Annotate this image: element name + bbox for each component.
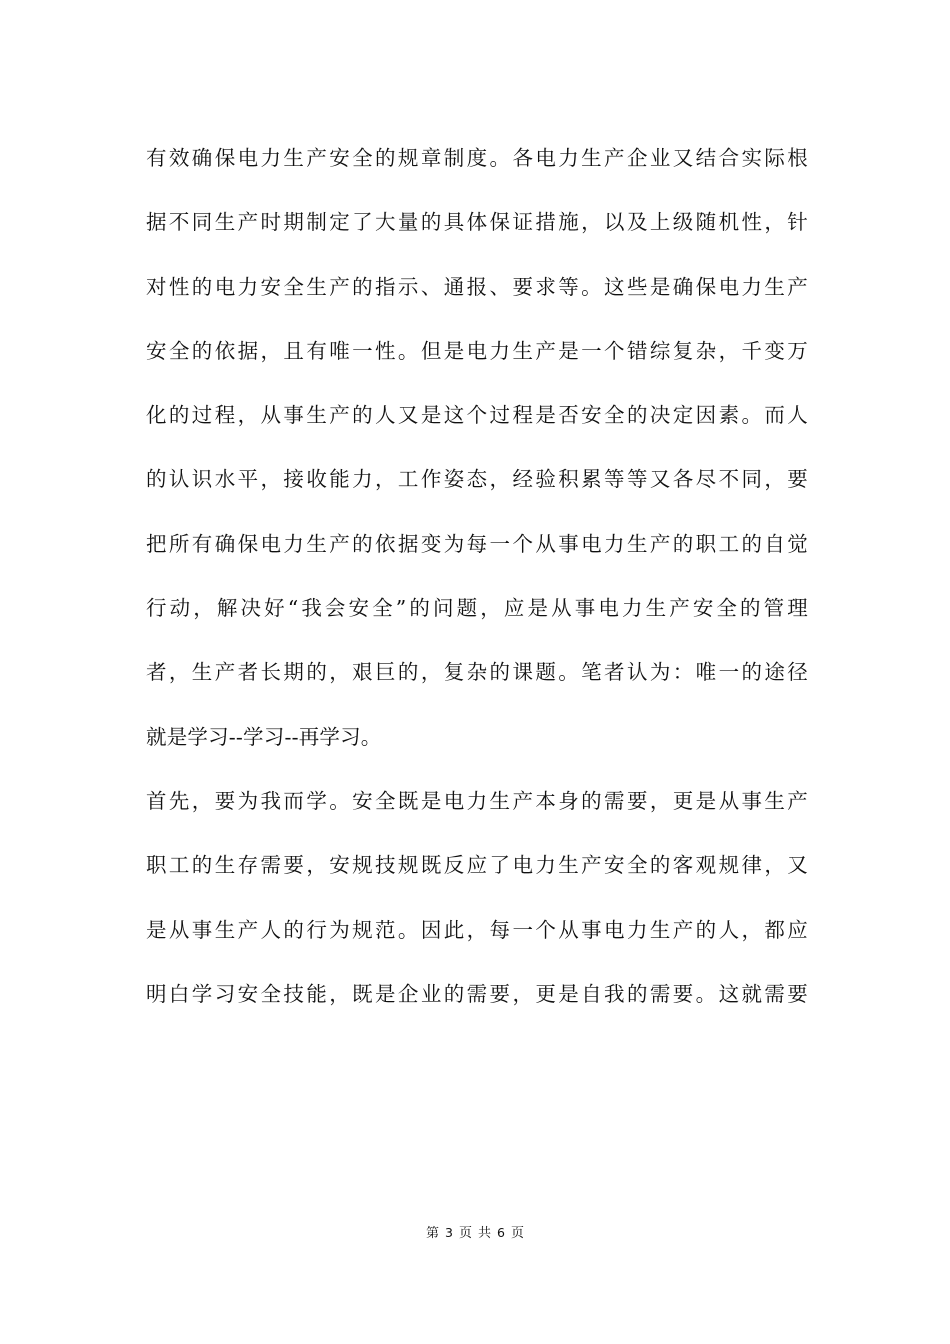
text-line: 职工的生存需要，安规技规既反应了电力生产安全的客观规律，又	[146, 853, 808, 878]
text-line: 就是学习--学习--再学习。	[146, 724, 382, 749]
footer-label-ye: 页	[458, 1226, 472, 1241]
footer-label-di: 第	[426, 1226, 440, 1241]
text-line: 首先，要为我而学。安全既是电力生产本身的需要，更是从事生产	[146, 788, 808, 813]
text-line: 明白学习安全技能，既是企业的需要，更是自我的需要。这就需要	[146, 981, 808, 1006]
text-line: 的认识水平，接收能力，工作姿态，经验积累等等又各尽不同，要	[146, 467, 808, 492]
text-line: 对性的电力安全生产的指示、通报、要求等。这些是确保电力生产	[146, 274, 808, 299]
text-line: 有效确保电力生产安全的规章制度。各电力生产企业又结合实际根	[146, 146, 808, 170]
text-line: 者，生产者长期的，艰巨的，复杂的课题。笔者认为：唯一的途径	[146, 660, 808, 685]
text-line: 化的过程，从事生产的人又是这个过程是否安全的决定因素。而人	[146, 403, 808, 428]
body-text	[146, 132, 808, 1032]
text-line: 据不同生产时期制定了大量的具体保证措施，以及上级随机性，针	[146, 210, 808, 235]
footer-label-ye2: 页	[510, 1226, 524, 1241]
footer-label-gong: 共	[478, 1226, 492, 1241]
text-line: 安全的依据，且有唯一性。但是电力生产是一个错综复杂，千变万	[146, 338, 808, 363]
total-pages-number: 6	[497, 1225, 505, 1240]
current-page-number: 3	[445, 1225, 453, 1240]
text-line: 是从事生产人的行为规范。因此，每一个从事电力生产的人，都应	[146, 917, 808, 942]
text-line: 把所有确保电力生产的依据变为每一个从事电力生产的职工的自觉	[146, 531, 808, 556]
page-footer	[0, 1223, 950, 1244]
text-line: 行动，解决好“我会安全”的问题，应是从事电力生产安全的管理	[146, 596, 808, 621]
